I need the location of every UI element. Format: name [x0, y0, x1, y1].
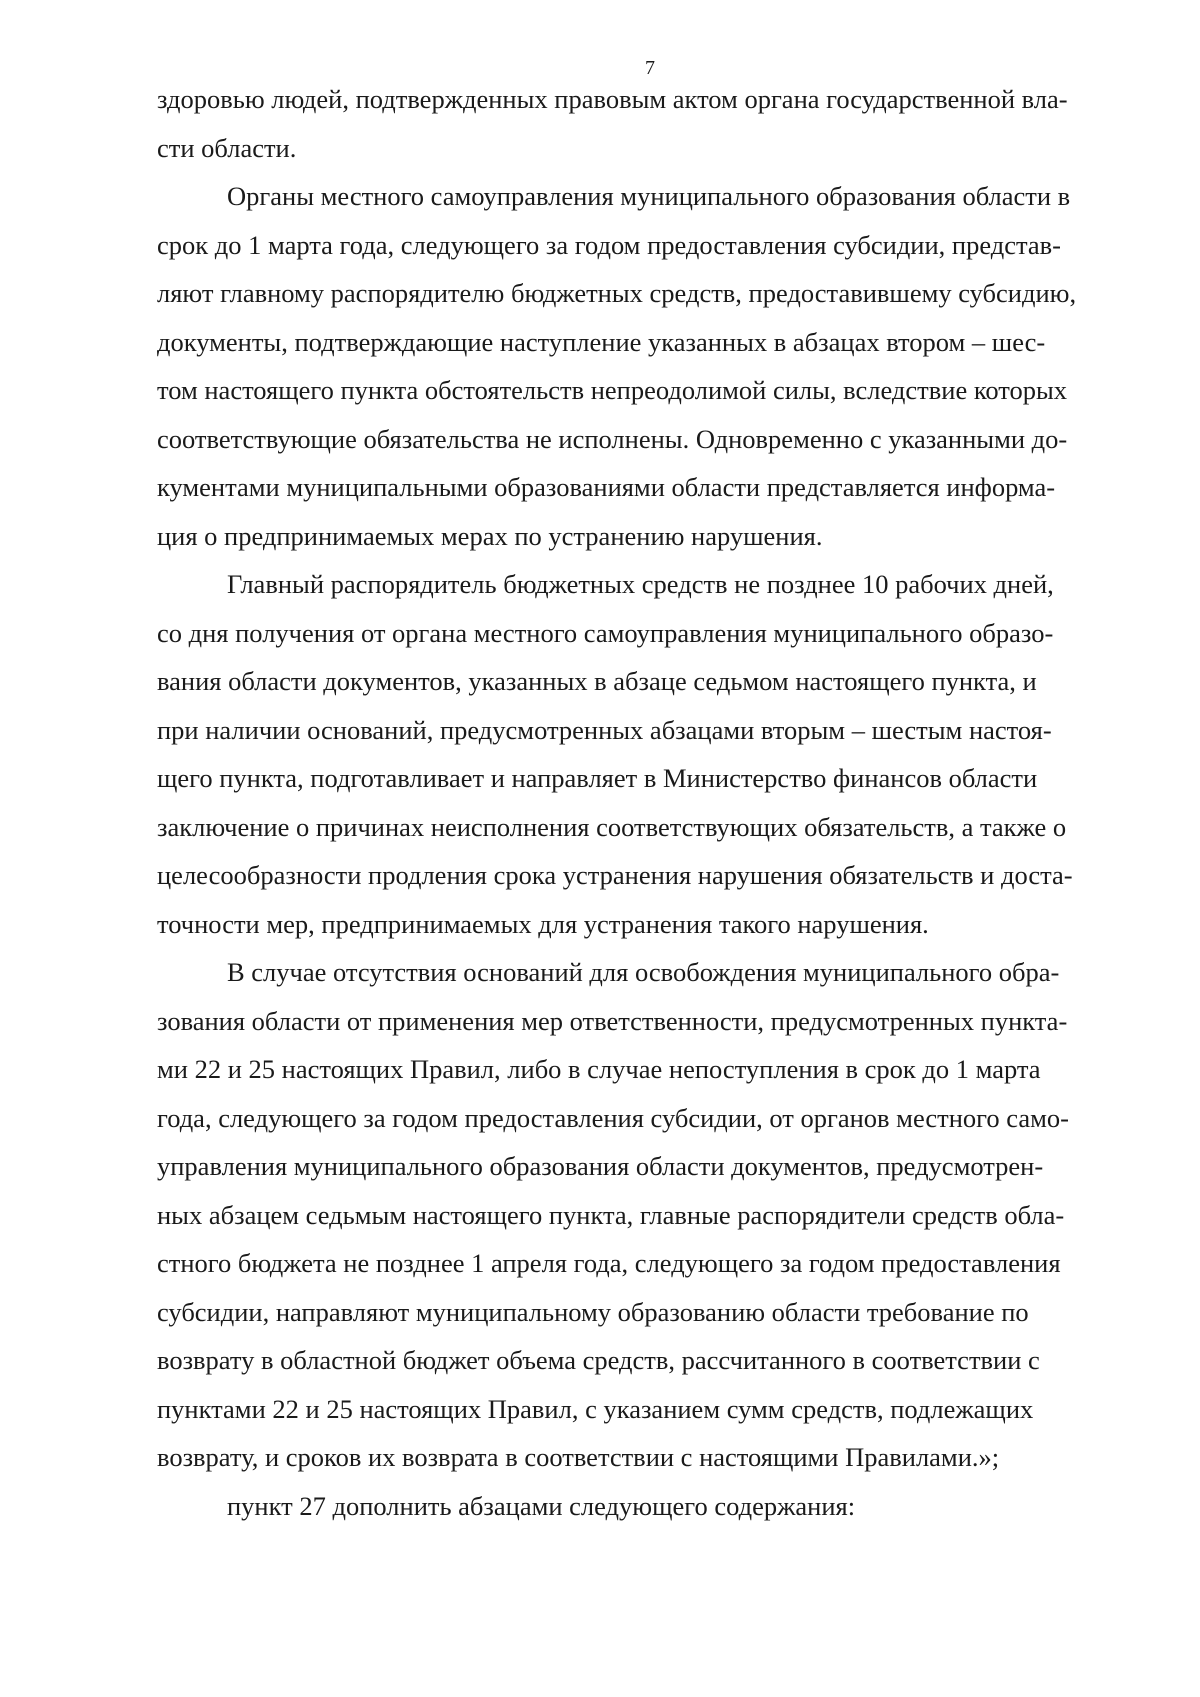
text-line: В случае отсутствия оснований для освобождения муниципального обра- [227, 957, 1060, 987]
text-line: года, следующего за годом предоставления субсидии, от органов местного само- [157, 1102, 1069, 1133]
text-line: пункт 27 дополнить абзацами следующего содержания: [227, 1490, 856, 1521]
text-line: щего пункта, подготавливает и направляет в Министерство финансов области [157, 763, 1038, 793]
text-line: со дня получения от органа местного самоуправления муниципального образо- [157, 617, 1054, 648]
text-line: заключение о причинах неисполнения соответствующих обязательств, а также о [157, 811, 1067, 842]
text-line: при наличии оснований, предусмотренных абзацами вторым – шестым настоя- [157, 714, 1052, 745]
text-line: зования области от применения мер ответственности, предусмотренных пункта- [157, 1005, 1068, 1036]
text-line: ляют главному распорядителю бюджетных средств, предоставившему субсидию, [157, 278, 1077, 308]
text-line: том настоящего пункта обстоятельств непреодолимой силы, вследствие которых [157, 375, 1068, 405]
text-line: сти области. [157, 132, 297, 163]
text-line: здоровью людей, подтвержденных правовым актом органа государственной вла- [157, 84, 1068, 114]
text-line: возврату, и сроков их возврата в соответствии с настоящими Правилами.»; [157, 1442, 1000, 1472]
text-line: ция о предпринимаемых мерах по устранению нарушения. [157, 520, 823, 551]
text-line: ми 22 и 25 настоящих Правил, либо в случае непоступления в срок до 1 марта [157, 1054, 1041, 1084]
text-line: соответствующие обязательства не исполнены. Одновременно с указанными до- [157, 423, 1068, 454]
text-line: целесообразности продления срока устранения нарушения обязательств и доста- [157, 860, 1073, 890]
text-line: ных абзацем седьмым настоящего пункта, главные распорядители средств обла- [157, 1199, 1065, 1230]
text-line: точности мер, предпринимаемых для устранения такого нарушения. [157, 908, 929, 939]
text-line: Органы местного самоуправления муниципального образования области в [227, 181, 1071, 211]
text-line: субсидии, направляют муниципальному образованию области требование по [157, 1296, 1029, 1327]
text-line: срок до 1 марта года, следующего за годом предоставления субсидии, представ- [157, 229, 1062, 260]
text-line: кументами муниципальными образованиями области представляется информа- [157, 472, 1056, 502]
text-line: стного бюджета не позднее 1 апреля года, следующего за годом предоставления [157, 1248, 1061, 1278]
text-line: возврату в областной бюджет объема средств, рассчитанного в соответствии с [157, 1345, 1040, 1375]
body-text [157, 75, 1139, 1530]
text-line: вания области документов, указанных в абзаце седьмом настоящего пункта, и [157, 666, 1037, 696]
text-line: управления муниципального образования области документов, предусмотрен- [157, 1151, 1044, 1181]
text-line: документы, подтверждающие наступление указанных в абзацах втором – шес- [157, 326, 1046, 357]
text-line: пунктами 22 и 25 настоящих Правил, с указанием сумм средств, подлежащих [157, 1393, 1034, 1424]
page-number: 7 [645, 57, 655, 79]
text-line: Главный распорядитель бюджетных средств не позднее 10 рабочих дней, [227, 569, 1054, 599]
